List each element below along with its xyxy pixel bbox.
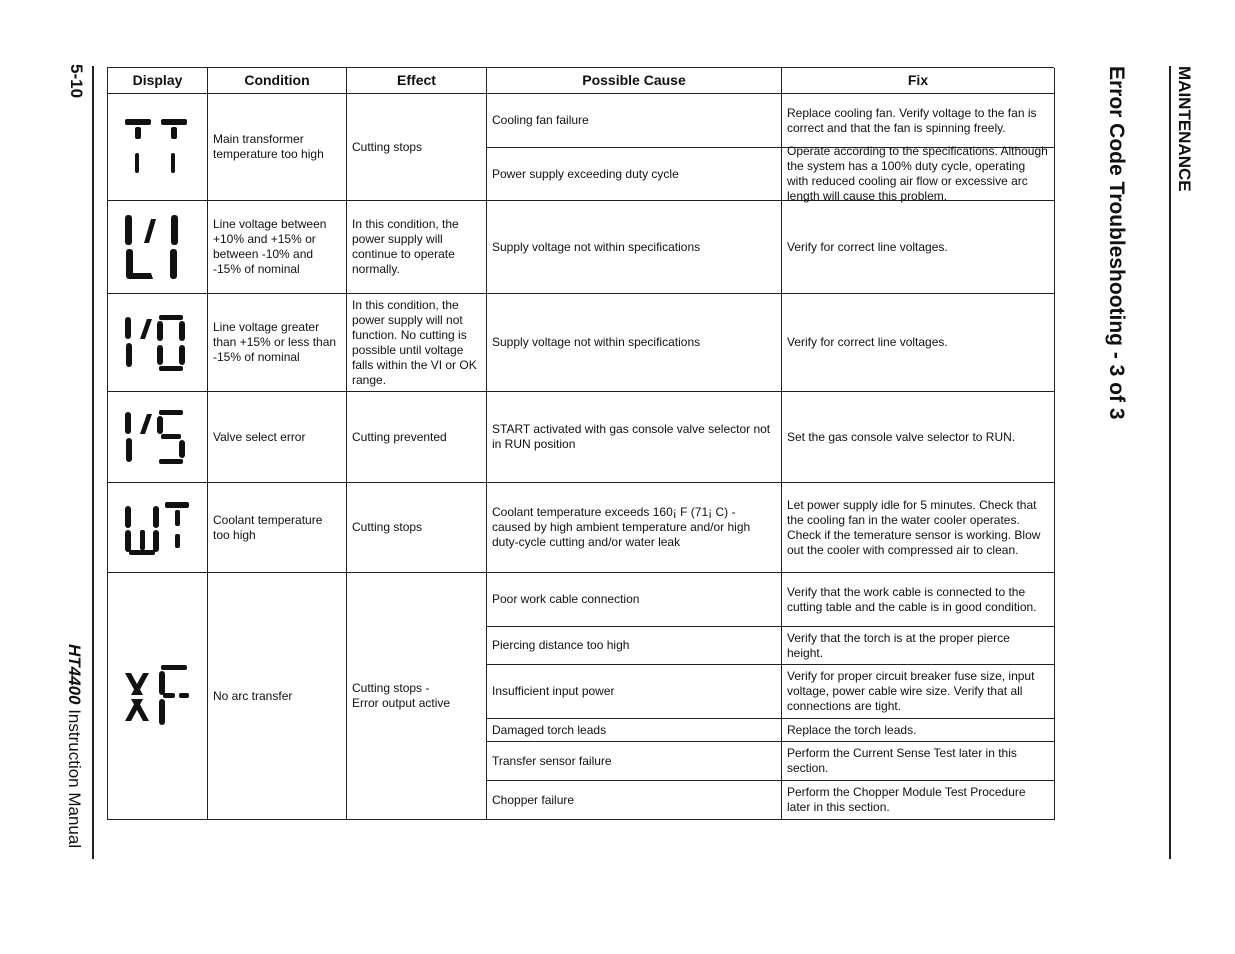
effect-tt: Cutting stops — [347, 94, 487, 201]
fix-torch-leads: Replace the torch leads. — [782, 719, 1055, 742]
condition-xf: No arc transfer — [208, 573, 347, 820]
seven-segment-vo-icon — [123, 313, 193, 373]
cause-vs: START activated with gas console valve selector not in RUN position — [487, 392, 782, 483]
seven-segment-vi-icon — [123, 211, 193, 283]
condition-vo: Line voltage greater than +15% or less than -15% of nominal — [208, 294, 347, 392]
manual-title — [64, 644, 84, 848]
effect-vi: In this condition, the power supply will continue to operate normally. — [347, 201, 487, 294]
cause-cooling-fan: Cooling fan failure — [487, 94, 782, 148]
effect-wt: Cutting stops — [347, 483, 487, 573]
manual-label: Instruction Manual — [65, 704, 84, 849]
header-possible-cause: Possible Cause — [487, 68, 782, 94]
fix-work-cable: Verify that the work cable is connected to the cutting table and the cable is in good condition. — [782, 573, 1055, 627]
cause-vo: Supply voltage not within specifications — [487, 294, 782, 392]
fix-input-power: Verify for proper circuit breaker fuse size, input voltage, power cable wire size. Verify that all connections are tight. — [782, 665, 1055, 719]
cause-wt: Coolant temperature exceeds 160¡ F (71¡ C) - caused by high ambient temperature and/or high duty-cycle cutting and/or water leak — [487, 483, 782, 573]
cause-piercing-distance: Piercing distance too high — [487, 627, 782, 665]
cause-torch-leads: Damaged torch leads — [487, 719, 782, 742]
display-code-vi — [108, 201, 208, 294]
cause-duty-cycle: Power supply exceeding duty cycle — [487, 148, 782, 201]
fix-vi: Verify for correct line voltages. — [782, 201, 1055, 294]
seven-segment-wt-icon — [123, 500, 193, 556]
seven-segment-tt-icon — [123, 117, 193, 177]
condition-wt: Coolant temperature too high — [208, 483, 347, 573]
fix-vs: Set the gas console valve selector to RUN. — [782, 392, 1055, 483]
fix-duty-cycle: Operate according to the specifications. Although the system has a 100% duty cycle, operating with reduced cooling air flow or excessive arc length will cause this problem. — [782, 148, 1055, 201]
page-title: Error Code Troubleshooting - 3 of 3 — [1105, 66, 1128, 420]
condition-vs: Valve select error — [208, 392, 347, 483]
fix-vo: Verify for correct line voltages. — [782, 294, 1055, 392]
left-margin-rule — [92, 66, 94, 859]
fix-cooling-fan: Replace cooling fan. Verify voltage to the fan is correct and that the fan is spinning freely. — [782, 94, 1055, 148]
seven-segment-vs-icon — [123, 408, 193, 466]
fix-transfer-sensor: Perform the Current Sense Test later in this section. — [782, 742, 1055, 781]
header-condition: Condition — [208, 68, 347, 94]
cause-vi: Supply voltage not within specifications — [487, 201, 782, 294]
fix-piercing-distance: Verify that the torch is at the proper pierce height. — [782, 627, 1055, 665]
display-code-xf — [108, 573, 208, 820]
header-effect: Effect — [347, 68, 487, 94]
error-code-table — [107, 67, 1054, 820]
display-code-vo — [108, 294, 208, 392]
cause-work-cable: Poor work cable connection — [487, 573, 782, 627]
header-display: Display — [108, 68, 208, 94]
effect-vo: In this condition, the power supply will not function. No cutting is possible until voltage falls within the VI or OK range. — [347, 294, 487, 392]
cause-chopper: Chopper failure — [487, 781, 782, 820]
condition-tt: Main transformer temperature too high — [208, 94, 347, 201]
header-fix: Fix — [782, 68, 1055, 94]
fix-chopper: Perform the Chopper Module Test Procedure later in this section. — [782, 781, 1055, 820]
fix-wt: Let power supply idle for 5 minutes. Check that the cooling fan in the water cooler operates. Check if the temerature sensor is working. Blow out the cooler with compressed air to clean. — [782, 483, 1055, 573]
effect-vs: Cutting prevented — [347, 392, 487, 483]
condition-vi: Line voltage between +10% and +15% or between -10% and -15% of nominal — [208, 201, 347, 294]
display-code-wt — [108, 483, 208, 573]
cause-transfer-sensor: Transfer sensor failure — [487, 742, 782, 781]
seven-segment-xf-icon — [123, 663, 193, 729]
page-number: 5-10 — [67, 64, 86, 99]
effect-xf: Cutting stops - Error output active — [347, 573, 487, 820]
display-code-tt — [108, 94, 208, 201]
section-title: MAINTENANCE — [1175, 66, 1194, 192]
cause-input-power: Insufficient input power — [487, 665, 782, 719]
display-code-vs — [108, 392, 208, 483]
model-name: HT4400 — [65, 644, 84, 705]
right-margin-rule — [1169, 66, 1171, 859]
